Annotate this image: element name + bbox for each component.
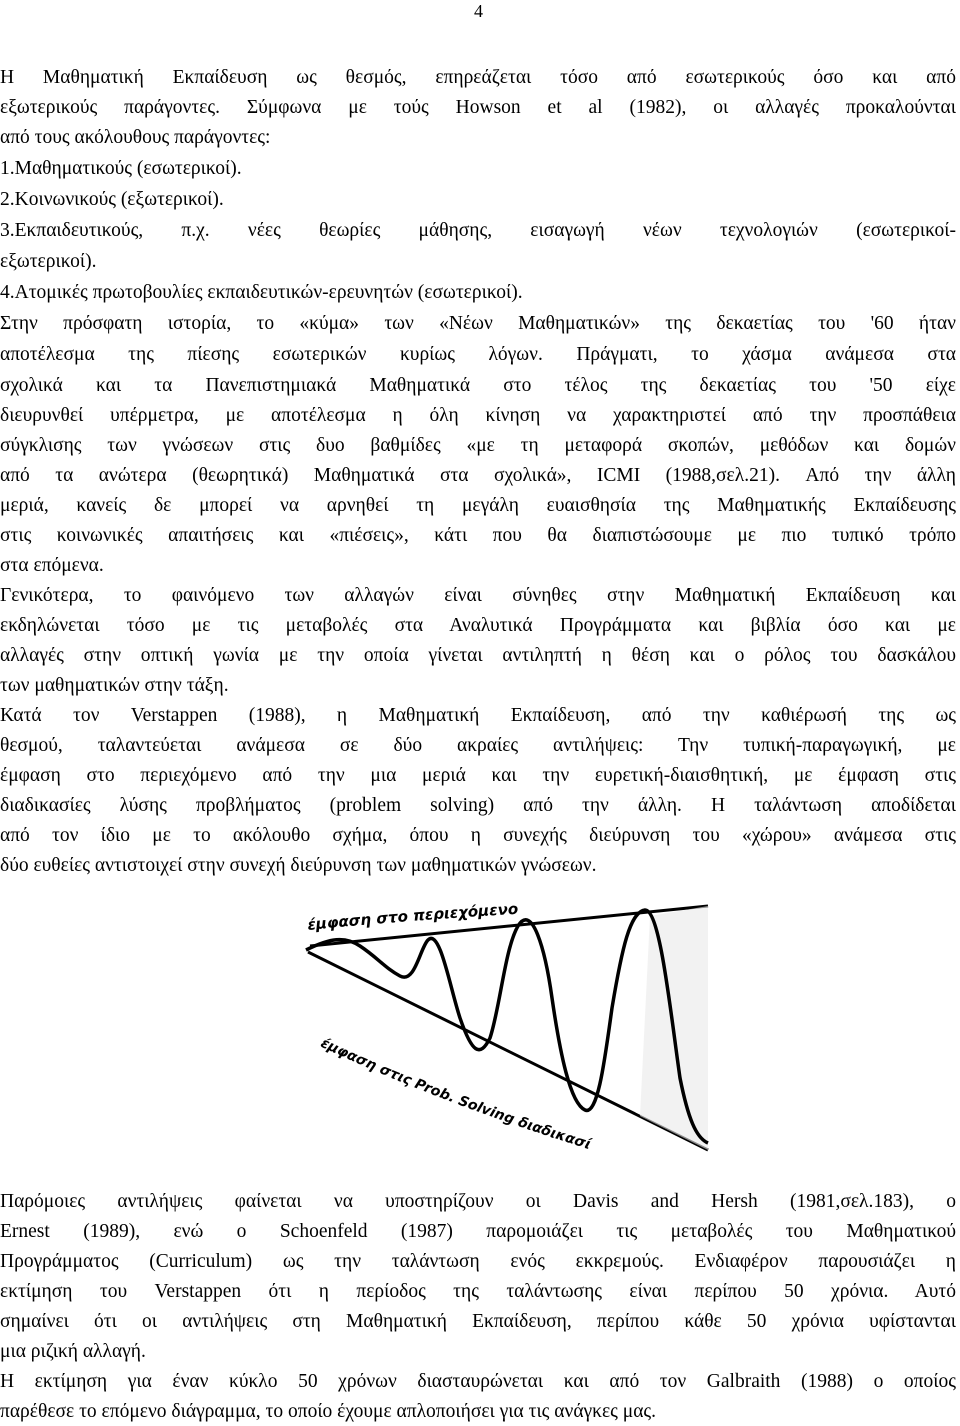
oscillation-diagram [300, 888, 710, 1153]
page-number: 4 [474, 1, 483, 21]
text-line: αποτέλεσμα της πίεσης εσωτερικών κυρίως λόγων. Πράγματι, το χάσμα ανάμεσα στα [0, 344, 956, 365]
label-problem-solving-emphasis-text: έμφαση στις Prob. Solving διαδικασί [318, 1035, 593, 1153]
text-line: 4.Ατομικές πρωτοβουλίες εκπαιδευτικών-ερευνητών (εσωτερικοί). [0, 282, 523, 303]
text-line: σύγκλισης των γνώσεων στις δυο βαθμίδες «με τη μεταφορά σκοπών, μεθόδων και δομών [0, 435, 956, 456]
text-line: διαδικασίες λύσης προβλήματος (problem solving) από την άλλη. Η ταλάντωση αποδίδεται [0, 795, 956, 816]
text-line: σημαίνει ότι οι αντιλήψεις στη Μαθηματική Εκπαίδευση, περίπου κάθε 50 χρόνια υφίστανται [0, 1311, 956, 1332]
text-line: Κατά τον Verstappen (1988), η Μαθηματική Εκπαίδευση, από την καθιέρωσή της ως [0, 705, 956, 726]
text-line: στις κοινωνικές απαιτήσεις και «πιέσεις», κάτι που θα διαπιστώσουμε με πιο τυπικό τρόπο [0, 525, 956, 546]
text-line: εκδηλώνεται τόσο με τις μεταβολές στα Αναλυτικά Προγράμματα και βιβλία όσο και με [0, 615, 956, 636]
text-line: Προγράμματος (Curriculum) ως την ταλάντωση ενός εκκρεμούς. Ενδιαφέρον παρουσιάζει η [0, 1251, 956, 1272]
text-line: από τον ίδιο με το ακόλουθο σχήμα, όπου η συνεχής διεύρυνση του «χώρου» ανάμεσα στις [0, 825, 956, 846]
text-line: μεριά, κανείς δε μπορεί να αρνηθεί τη μεγάλη ευαισθησία της Μαθηματικής Εκπαίδευσης [0, 495, 956, 516]
text-line: 1.Μαθηματικούς (εσωτερικοί). [0, 158, 242, 179]
text-line: παρέθεσε το επόμενο διάγραμμα, το οποίο έχουμε απλοποιήσει για τις ανάγκες μας. [0, 1401, 657, 1422]
text-line: έμφαση στο περιεχόμενο από την μια μεριά και την ευρετική-διαισθητική, με έμφαση στις [0, 765, 956, 786]
text-line: Στην πρόσφατη ιστορία, το «κύμα» των «Νέων Μαθηματικών» της δεκαετίας του '60 ήταν [0, 313, 956, 334]
text-line: Η Μαθηματική Εκπαίδευση ως θεσμός, επηρεάζεται τόσο από εσωτερικούς όσο και από [0, 67, 956, 88]
text-line: στα επόμενα. [0, 555, 104, 576]
text-line: εκτίμηση του Verstappen ότι η περίοδος της ταλάντωσης είναι περίπου 50 χρόνια. Αυτό [0, 1281, 956, 1302]
text-line: 2.Κοινωνικούς (εξωτερικοί). [0, 189, 224, 210]
text-line: μια ριζική αλλαγή. [0, 1341, 146, 1362]
text-line: θεσμού, ταλαντεύεται ανάμεσα σε δύο ακραίες αντιλήψεις: Την τυπική-παραγωγική, με [0, 735, 956, 756]
label-content-emphasis-text: έμφαση στο περιεχόμενο [306, 899, 519, 934]
text-line: Γενικότερα, το φαινόμενο των αλλαγών είναι σύνηθες στην Μαθηματική Εκπαίδευση και [0, 585, 956, 606]
text-line: από τα ανώτερα (θεωρητικά) Μαθηματικά στα σχολικά», ICMI (1988,σελ.21). Από την άλλη [0, 465, 956, 486]
text-line: Παρόμοιες αντιλήψεις φαίνεται να υποστηρίζουν οι Davis and Hersh (1981,σελ.183), ο [0, 1191, 956, 1212]
text-line: Ernest (1989), ενώ ο Schoenfeld (1987) παρομοιάζει τις μεταβολές του Μαθηματικού [0, 1221, 956, 1242]
text-line: εξωτερικοί). [0, 251, 97, 272]
text-line: δύο ευθείες αντιστοιχεί στην συνεχή διεύρυνση των μαθηματικών γνώσεων. [0, 855, 597, 876]
text-line: 3.Εκπαιδευτικούς, π.χ. νέες θεωρίες μάθησης, εισαγωγή νέων τεχνολογιών (εσωτερικοί- [0, 220, 956, 241]
text-line: σχολικά και τα Πανεπιστημιακά Μαθηματικά στο τέλος της δεκαετίας του '50 είχε [0, 375, 956, 396]
text-line: Η εκτίμηση για έναν κύκλο 50 χρόνων διασταυρώνεται και από τον Galbraith (1988) ο οποίος [0, 1371, 956, 1392]
text-line: διευρυνθεί υπέρμετρα, με αποτέλεσμα η όλη κίνηση να χαρακτηριστεί από την προσπάθεια [0, 405, 956, 426]
text-line: αλλαγές στην οπτική γωνία με την οποία γίνεται αντιληπτή η θέση και ο ρόλος του δασκάλου [0, 645, 956, 666]
text-line: από τους ακόλουθους παράγοντες: [0, 127, 271, 148]
text-line: των μαθηματικών στην τάξη. [0, 675, 229, 696]
text-line: εξωτερικούς παράγοντες. Σύμφωνα με τούς Howson et al (1982), οι αλλαγές προκαλούνται [0, 97, 956, 118]
oscillation-figure [300, 888, 710, 1153]
